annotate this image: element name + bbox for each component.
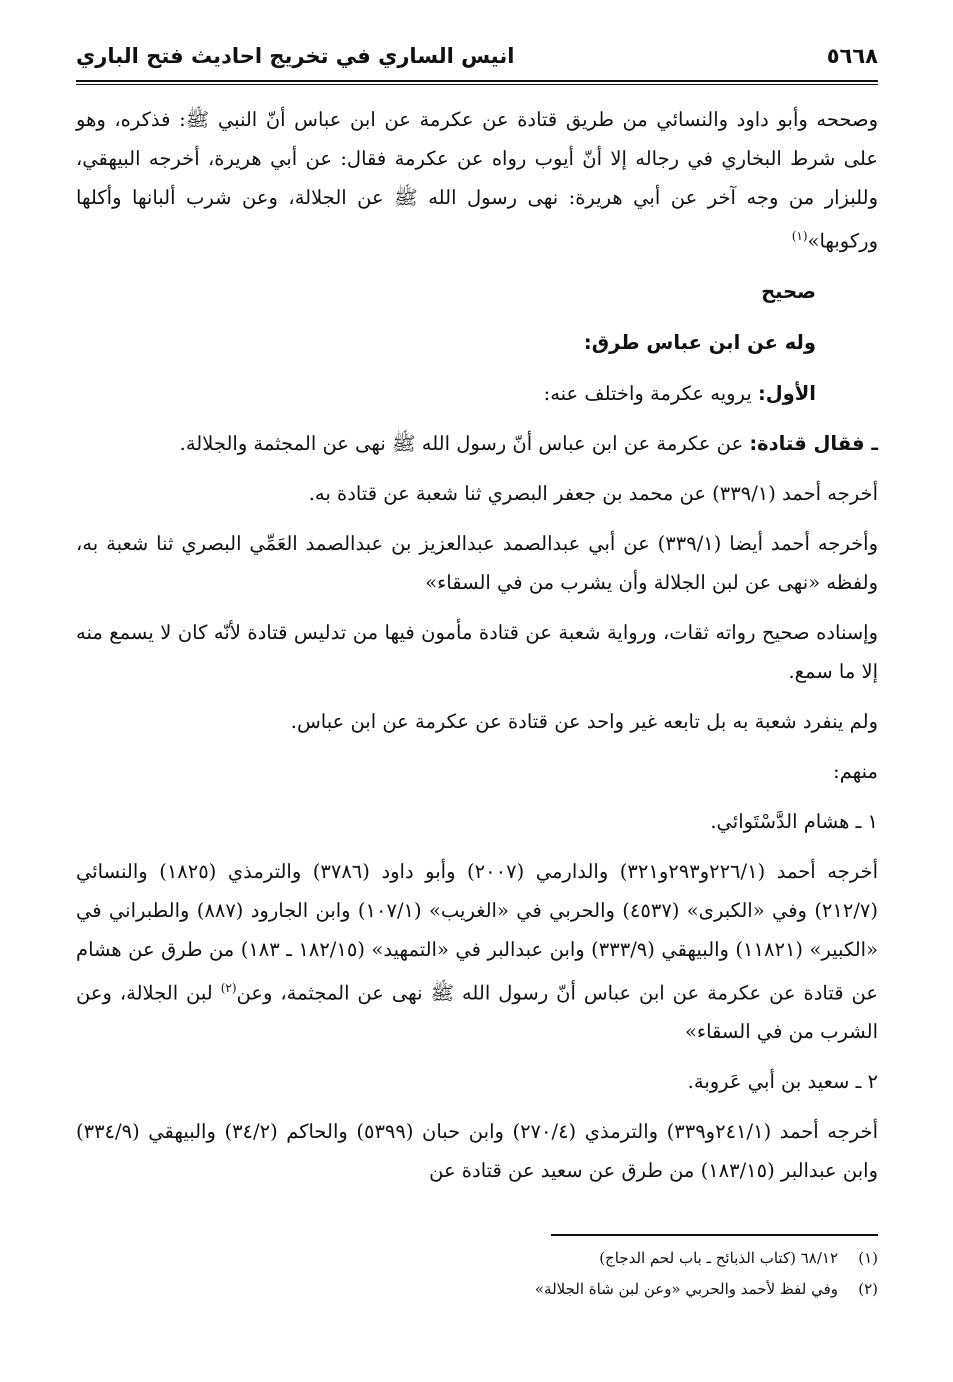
item-1-text — [76, 852, 878, 1052]
heading-sahih: صحيح — [761, 279, 816, 303]
paragraph-lam-yanfarid: ولم ينفرد شعبة به بل تابعه غير واحد عن قتادة عن عكرمة عن ابن عباس. — [290, 709, 878, 733]
paragraph-minhum: منهم: — [833, 759, 878, 783]
item-2-title: ٢ ـ سعيد بن أبي عَروبة. — [687, 1070, 878, 1093]
header-rule — [76, 80, 878, 85]
footnote-rule — [551, 1234, 878, 1236]
paragraph-intro-text: وصححه وأبو داود والنسائي من طريق قتادة عن عكرمة عن ابن عباس أنّ النبي ﷺ: فذكره، وهو على شرط البخاري في رجاله إلا أنّ أيوب رواه عن عكرمة فقال: عن أبي هريرة، أخرجه البيهقي، وللبزار من وجه آخر عن أبي هريرة: نهى رسول الله ﷺ عن الجلالة، وعن شرب ألبانها وأكلها وركوبها» — [76, 108, 878, 253]
footnote-number: (٢) — [858, 1280, 878, 1298]
paragraph-awwal — [76, 374, 878, 413]
item-1-title: ١ ـ هشام الدَّسْتَوائي. — [710, 809, 878, 833]
footnote-number: (١) — [858, 1249, 878, 1267]
footnote-ref-1: (١) — [791, 229, 808, 243]
paragraph-isnad: وإسناده صحيح رواته ثقات، ورواية شعبة عن قتادة مأمون فيها من تدليس قتادة لأنّه كان لا يسمع منه إلا ما سمع. — [76, 620, 878, 683]
footnotes — [76, 1243, 878, 1305]
label-qatada: ـ فقال قتادة: — [749, 431, 878, 455]
footnote-item — [76, 1243, 878, 1274]
footnote-text: وفي لفظ لأحمد والحربي «وعن لبن شاة الجلالة» — [534, 1280, 838, 1298]
paragraph-ahmad-1: أخرجه أحمد (٣٣٩/١) عن محمد بن جعفر البصري ثنا شعبة عن قتادة به. — [308, 481, 878, 505]
text-qatada: عن عكرمة عن ابن عباس أنّ رسول الله ﷺ نهى عن المجثمة والجلالة. — [179, 431, 744, 455]
heading-turuq: وله عن ابن عباس طرق: — [583, 330, 816, 354]
paragraph-intro — [76, 100, 878, 261]
label-awwal: الأول: — [757, 381, 816, 405]
item-2-text: أخرجه أحمد (٢٤١/١و٣٣٩) والترمذي (٢٧٠/٤) وابن حبان (٥٣٩٩) والحاكم (٣٤/٢) والبيهقي (٣٣٤/٩) وابن عبدالبر (١٨٣/١٥) من طرق عن سعيد عن قتادة عن — [76, 1120, 879, 1182]
footnote-item — [76, 1274, 878, 1305]
running-header — [76, 38, 878, 78]
text-awwal: يرويه عكرمة واختلف عنه: — [543, 381, 752, 405]
book-title: انيس الساري في تخريج احاديث فتح الباري — [76, 44, 515, 68]
item-1-text-a: أخرجه أحمد (٢٢٦/١و٢٩٣و٣٢١) والدارمي (٢٠٠٧) وأبو داود (٣٧٨٦) والترمذي (١٨٢٥) والنسائي (٢١٢/٧) وفي «الكبرى» (٤٥٣٧) والحربي في «الغريب» (١٠٧/١) وابن الجارود (٨٨٧) والطبراني في «الكبير» (١١٨٢١) والبيهقي (٣٣٣/٩) وابن عبدالبر في «التمهيد» (١٨٢/١٥ ـ ١٨٣) من طرق عن هشام عن قتادة عن عكرمة عن ابن عباس أنّ رسول الله ﷺ نهى عن المجثمة، وعن — [76, 859, 879, 1004]
footnote-text: ٦٨/١٢ (كتاب الذبائح ـ باب لحم الدجاج) — [599, 1249, 838, 1267]
paragraph-ahmad-2: وأخرجه أحمد أيضا (٣٣٩/١) عن أبي عبدالصمد عبدالعزيز بن عبدالصمد العَمِّي البصري ثنا شعبة به، ولفظه «نهى عن لبن الجلالة وأن يشرب من في السقاء» — [76, 531, 879, 594]
item-1-text-b: لبن الجلالة، وعن الشرب من في السقاء» — [76, 981, 878, 1043]
footnote-ref-2: (٢) — [220, 980, 237, 995]
page-number: ٥٦٦٨ — [826, 44, 878, 68]
main-text — [76, 100, 878, 1201]
paragraph-qatada — [76, 424, 878, 463]
